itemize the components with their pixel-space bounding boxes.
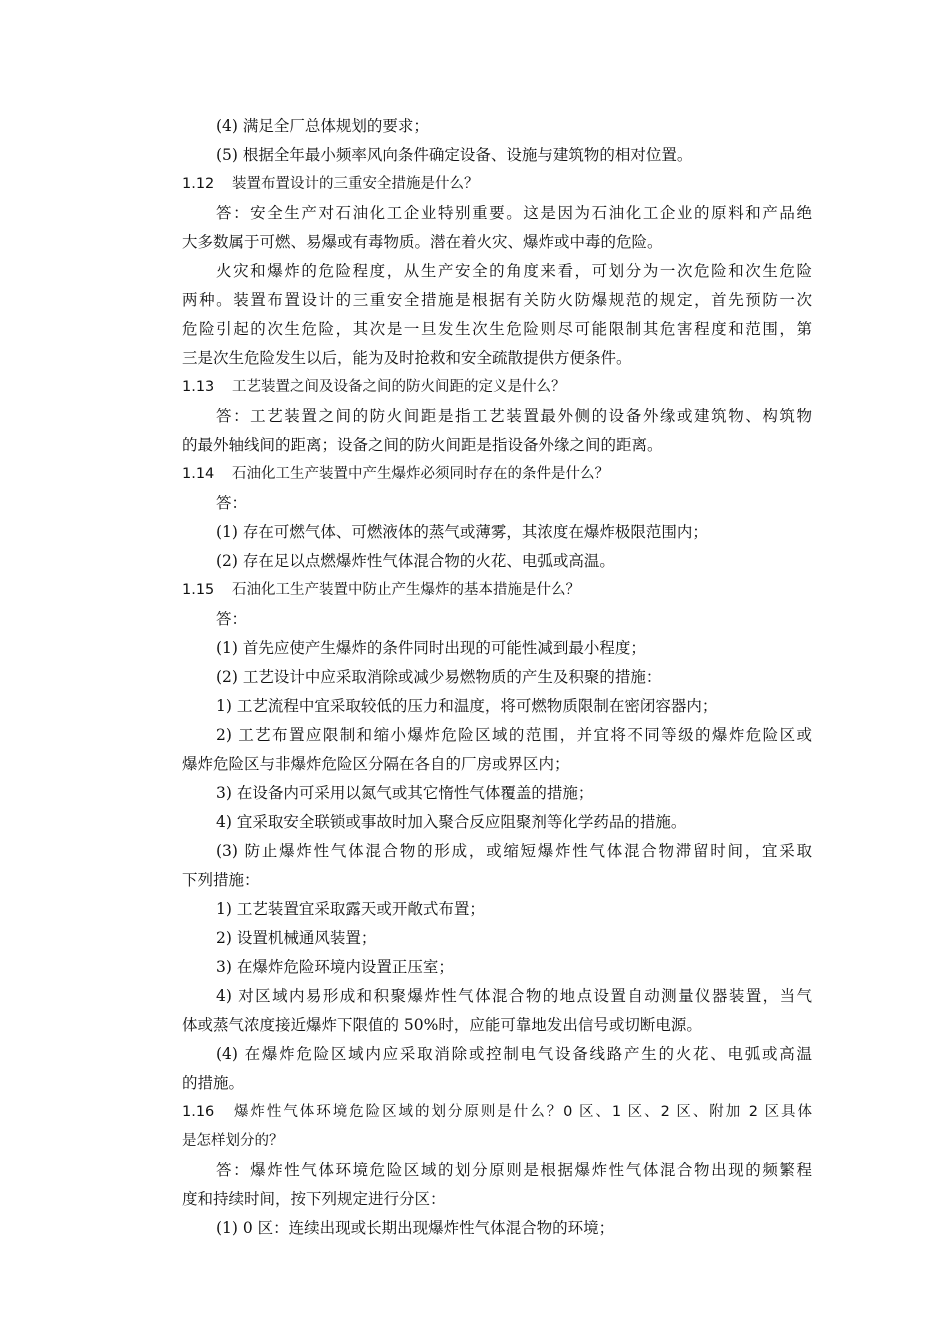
section-heading: [182, 170, 812, 199]
paragraph-line: (4) 在爆炸危险区域内应采取消除或控制电气设备线路产生的火花、电弧或高温: [216, 1045, 812, 1063]
paragraph-line: 体或蒸气浓度接近爆炸下限值的 50%时，应能可靠地发出信号或切断电源。: [182, 1016, 702, 1034]
paragraph-line: (1) 存在可燃气体、可燃液体的蒸气或薄雾，其浓度在爆炸极限范围内；: [216, 523, 708, 541]
section-title: 装置布置设计的三重安全措施是什么？: [232, 176, 479, 192]
section-heading: [182, 1098, 812, 1127]
paragraph-line: 危险引起的次生危险，其次是一旦发生次生危险则尽可能限制其危害程度和范围，第: [182, 320, 812, 338]
section-title: 爆炸性气体环境危险区域的划分原则是什么？0 区、1 区、2 区、附加 2 区具体: [232, 1104, 812, 1120]
paragraph-line: 4) 对区域内易形成和积聚爆炸性气体混合物的地点设置自动测量仪器装置，当气: [216, 987, 812, 1005]
section-heading: [182, 460, 812, 489]
paragraph-line: 1) 工艺装置宜采取露天或开敞式布置；: [216, 900, 485, 918]
section-number: 1.13: [182, 379, 215, 395]
section-number: 1.12: [182, 176, 215, 192]
paragraph-line: 三是次生危险发生以后，能为及时抢救和安全疏散提供方便条件。: [182, 349, 632, 367]
paragraph-line: 答：爆炸性气体环境危险区域的划分原则是根据爆炸性气体混合物出现的频繁程: [216, 1161, 812, 1179]
paragraph-line: 火灾和爆炸的危险程度，从生产安全的角度来看，可划分为一次危险和次生危险: [216, 262, 812, 280]
section-number: 1.16: [182, 1104, 215, 1120]
paragraph-line: 的措施。: [182, 1074, 245, 1092]
section-heading-continued: [182, 1127, 812, 1156]
paragraph-line: (3) 防止爆炸性气体混合物的形成，或缩短爆炸性气体混合物滞留时间，宜采取: [216, 842, 812, 860]
paragraph-line: (5) 根据全年最小频率风向条件确定设备、设施与建筑物的相对位置。: [216, 146, 693, 164]
paragraph-line: (1) 0 区：连续出现或长期出现爆炸性气体混合物的环境；: [216, 1219, 615, 1237]
paragraph-line: 1) 工艺流程中宜采取较低的压力和温度，将可燃物质限制在密闭容器内；: [216, 697, 718, 715]
paragraph-line: 下列措施：: [182, 871, 260, 889]
section-heading: [182, 373, 812, 402]
paragraph-line: 3) 在爆炸危险环境内设置正压室；: [216, 958, 454, 976]
section-title: 工艺装置之间及设备之间的防火间距的定义是什么？: [232, 379, 566, 395]
paragraph-line: 答：: [216, 610, 248, 628]
paragraph-line: (1) 首先应使产生爆炸的条件同时出现的可能性减到最小程度；: [216, 639, 646, 657]
paragraph-line: 答：安全生产对石油化工企业特别重要。这是因为石油化工企业的原料和产品绝: [216, 204, 812, 222]
paragraph-line: 4) 宜采取安全联锁或事故时加入聚合反应阻聚剂等化学药品的措施。: [216, 813, 687, 831]
document-body: [182, 112, 812, 1243]
paragraph-line: 答：: [216, 494, 248, 512]
paragraph-line: 3) 在设备内可采用以氮气或其它惰性气体覆盖的措施；: [216, 784, 594, 802]
section-number: 1.15: [182, 582, 215, 598]
paragraph-line: 爆炸危险区与非爆炸危险区分隔在各自的厂房或界区内；: [182, 755, 570, 773]
paragraph-line: 2) 工艺布置应限制和缩小爆炸危险区域的范围，并宜将不同等级的爆炸危险区或: [216, 726, 812, 744]
paragraph-line: (2) 工艺设计中应采取消除或减少易燃物质的产生及积聚的措施：: [216, 668, 662, 686]
paragraph-line: (2) 存在足以点燃爆炸性气体混合物的火花、电弧或高温。: [216, 552, 615, 570]
paragraph-line: 2) 设置机械通风装置；: [216, 929, 377, 947]
paragraph-line: (4) 满足全厂总体规划的要求；: [216, 117, 429, 135]
section-title: 是怎样划分的？: [182, 1133, 284, 1149]
section-heading: [182, 576, 812, 605]
paragraph-line: 大多数属于可燃、易爆或有毒物质。潜在着火灾、爆炸或中毒的危险。: [182, 233, 663, 251]
paragraph-line: 两种。装置布置设计的三重安全措施是根据有关防火防爆规范的规定，首先预防一次: [182, 291, 812, 309]
section-title: 石油化工生产装置中产生爆炸必须同时存在的条件是什么？: [232, 466, 609, 482]
paragraph-line: 度和持续时间，按下列规定进行分区：: [182, 1190, 446, 1208]
paragraph-line: 的最外轴线间的距离；设备之间的防火间距是指设备外缘之间的距离。: [182, 436, 663, 454]
paragraph-line: 答：工艺装置之间的防火间距是指工艺装置最外侧的设备外缘或建筑物、构筑物: [216, 407, 812, 425]
section-number: 1.14: [182, 466, 215, 482]
section-title: 石油化工生产装置中防止产生爆炸的基本措施是什么？: [232, 582, 580, 598]
